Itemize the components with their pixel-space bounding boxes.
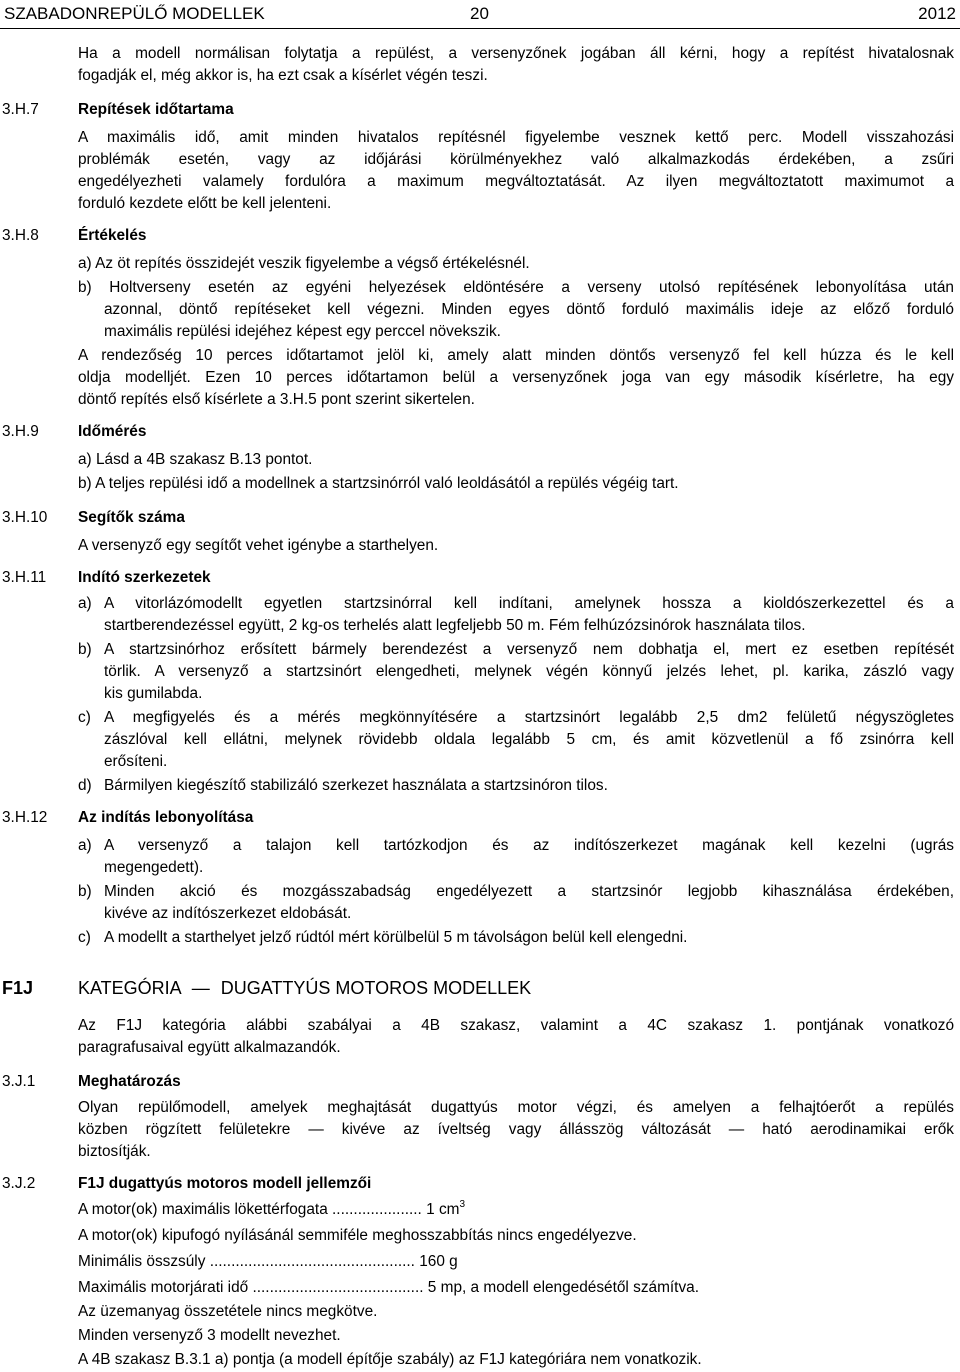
section-number: 3.J.1 xyxy=(2,1073,36,1090)
list-item: b) Holtverseny esetén az egyéni helyezések eldöntésére a verseny utolsó repítésének lebonyolítása után xyxy=(78,279,954,296)
section-number: 3.H.7 xyxy=(2,101,39,118)
intro-line-1: Ha a modell normálisan folytatja a repülést, a versenyzőnek jogában áll kérni, hogy a repítést hivatalosnak xyxy=(78,45,954,62)
section-title: Repítések időtartama xyxy=(78,101,234,118)
spec-line: Minden versenyző 3 modellt nevezhet. xyxy=(78,1327,341,1344)
paragraph-line: A rendezőség 10 perces időtartamot jelöl ki, amely alatt minden döntős versenyző fel kell húzza és le kell xyxy=(78,347,954,364)
list-item-cont: kivéve az indítószerkezet eldobását. xyxy=(104,905,352,922)
section-title: Értékelés xyxy=(78,227,147,244)
spec-line: Minimális összsúly ................................................ 160 g xyxy=(78,1253,458,1270)
paragraph-line: közben rögzített felületekre — kivéve az íveltség vagy állásszög változását — ható aerodinamikai erők xyxy=(78,1121,954,1138)
list-item: Bármilyen kiegészítő stabilizáló szerkezet használata a startzsinóron tilos. xyxy=(104,777,608,794)
category-title-a: KATEGÓRIA xyxy=(78,978,181,998)
spec-line: A motor(ok) kipufogó nyílásánál semmiféle meghosszabbítás nincs engedélyezve. xyxy=(78,1227,637,1244)
list-label: a) xyxy=(78,837,92,854)
paragraph-line: forduló kezdete előtt be kell jelenteni. xyxy=(78,195,332,212)
list-item-cont: kis gumilabda. xyxy=(104,685,203,702)
superscript: 3 xyxy=(459,1199,466,1210)
paragraph-line: paragrafusaival együtt alkalmazandók. xyxy=(78,1039,341,1056)
list-item-cont: erősíteni. xyxy=(104,753,168,770)
paragraph-line: Olyan repülőmodell, amelyek meghajtását dugattyús motor végzi, és amelyen a felhajtóerőt a repülés xyxy=(78,1099,954,1116)
category-code: F1J xyxy=(2,978,34,998)
section-title: Indító szerkezetek xyxy=(78,569,211,586)
section-title: F1J dugattyús motoros modell jellemzői xyxy=(78,1175,372,1192)
paragraph-line: Az F1J kategória alábbi szabályai a 4B szakasz, valamint a 4C szakasz 1. pontjának vonatkozó xyxy=(78,1017,954,1034)
list-label: c) xyxy=(78,929,91,946)
list-item: A startzsinórhoz erősített bármely berendezést a versenyző nem dobhatja el, mert ez esetben repítését xyxy=(104,641,954,658)
list-item: Minden akció és mozgásszabadság engedélyezett a startzsinór legjobb kihasználása érdekében, xyxy=(104,883,954,900)
list-label: b) xyxy=(78,883,92,900)
paragraph-line: problémák esetén, vagy az időjárási körülményekhez való alkalmazkodás érdekében, a zsűri xyxy=(78,151,954,168)
section-number: 3.H.8 xyxy=(2,227,39,244)
paragraph-line: biztosítják. xyxy=(78,1143,151,1160)
list-item: A versenyző a talajon kell tartózkodjon és az indítószerkezet magának kell kezelni (ugrás xyxy=(104,837,954,854)
paragraph-line: A maximális idő, amit minden hivatalos repítésnél figyelembe vesznek kettő perc. Modell visszahozási xyxy=(78,129,954,146)
list-item-cont: azonnal, döntő repítéseket kell végezni. Minden egyes döntő forduló maximális ideje az előző forduló xyxy=(104,301,954,318)
section-number: 3.H.11 xyxy=(2,569,47,586)
header-title: SZABADONREPÜLŐ MODELLEK xyxy=(4,4,265,23)
list-item: A modellt a starthelyet jelző rúdtól mért körülbelül 5 m távolságon belül kell elengedni. xyxy=(104,929,688,946)
section-number: 3.H.10 xyxy=(2,509,48,526)
spec-line: Az üzemanyag összetétele nincs megkötve. xyxy=(78,1303,378,1320)
section-title: Meghatározás xyxy=(78,1073,181,1090)
category-title-dash: — xyxy=(191,978,210,998)
intro-line-2: fogadják el, még akkor is, ha ezt csak a kísérlet végén teszi. xyxy=(78,67,488,84)
paragraph-line: oldja modelljét. Ezen 10 perces időtartamon belül a versenyzőnek joga van egy második kísérletre, ha egy xyxy=(78,369,954,386)
section-number: 3.J.2 xyxy=(2,1175,36,1192)
list-item: a) Az öt repítés összidejét veszik figyelembe a végső értékelésnél. xyxy=(78,255,530,272)
list-label: d) xyxy=(78,777,92,794)
list-item-cont: zászlóval kell ellátni, melynek rövidebb oldala legalább 5 cm, és amit közvetlenül a fő zsinórra kell xyxy=(104,731,954,748)
section-number: 3.H.12 xyxy=(2,809,48,826)
list-item: A megfigyelés és a mérés megkönnyítésére a startzsinórt legalább 2,5 dm2 felületű négyszögletes xyxy=(104,709,954,726)
list-label: c) xyxy=(78,709,91,726)
list-label: b) xyxy=(78,641,92,658)
spec-line xyxy=(78,1200,954,1220)
list-item-cont: maximális repülési idejéhez képest egy perccel növekszik. xyxy=(104,323,501,340)
list-item-cont: startberendezéssel együtt, 2 kg-os terhelés alatt legfeljebb 50 m. Fém felhúzózsinórok használata tilos. xyxy=(104,617,806,634)
section-title: Segítők száma xyxy=(78,509,185,526)
list-item-cont: megengedett). xyxy=(104,859,204,876)
paragraph-line: A versenyző egy segítőt vehet igénybe a starthelyen. xyxy=(78,537,439,554)
list-label: a) xyxy=(78,595,92,612)
category-title xyxy=(78,978,954,998)
section-title: Az indítás lebonyolítása xyxy=(78,809,254,826)
spec-line: Maximális motorjárati idő ........................................ 5 mp, a modell elengedésétől számítva. xyxy=(78,1279,699,1296)
section-number: 3.H.9 xyxy=(2,423,39,440)
spec-line: A 4B szakasz B.3.1 a) pontja (a modell építője szabály) az F1J kategóriára nem vonatkozik. xyxy=(78,1351,702,1368)
category-title-b: DUGATTYÚS MOTOROS MODELLEK xyxy=(220,978,532,998)
page-number: 20 xyxy=(470,4,489,23)
section-title: Időmérés xyxy=(78,423,147,440)
list-item: b) A teljes repülési idő a modellnek a startzsinórról való leoldásától a repülés végéig tart. xyxy=(78,475,679,492)
paragraph-line: engedélyezheti valamely fordulóra a maximum megváltoztatását. Az ilyen megváltoztatott maximumot a xyxy=(78,173,954,190)
list-item: A vitorlázómodellt egyetlen startzsinórral kell indítani, amelynek hossza a kioldószerkezettel és a xyxy=(104,595,954,612)
paragraph-line: döntő repítés első kísérlete a 3.H.5 pont szerint sikertelen. xyxy=(78,391,475,408)
list-item-cont: törlik. A versenyző a startzsinórt elengedheti, melynek végén könnyű jelzés lehet, pl. karika, zászló vagy xyxy=(104,663,954,680)
page-header xyxy=(0,0,960,29)
header-year: 2012 xyxy=(918,4,956,23)
list-item: a) Lásd a 4B szakasz B.13 pontot. xyxy=(78,451,313,468)
spec-text: A motor(ok) maximális lökettérfogata ..................... 1 cm xyxy=(78,1201,460,1218)
